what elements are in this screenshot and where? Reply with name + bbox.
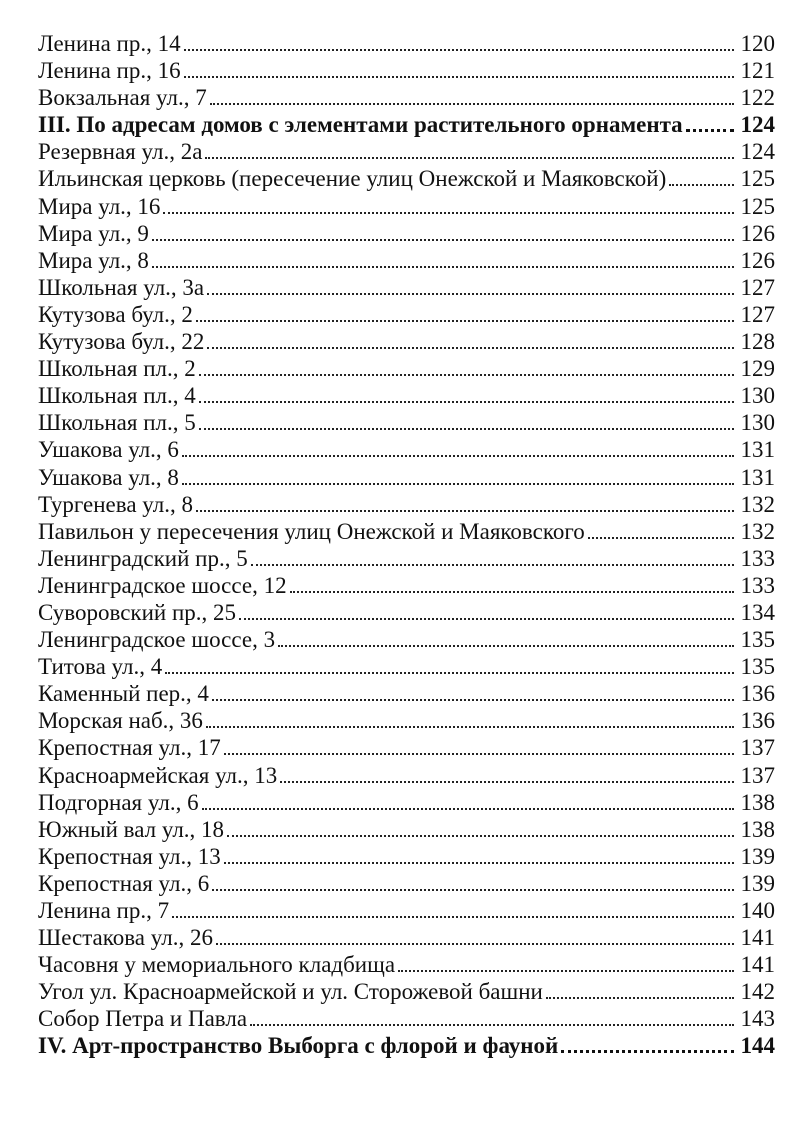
toc-entry-title: Ленинградский пр., 5: [38, 545, 248, 571]
toc-entry: [38, 193, 775, 220]
toc-entry-page-number: 138: [740, 816, 775, 842]
toc-entry: [38, 978, 775, 1005]
toc-entry-page-number: 134: [740, 599, 775, 625]
dot-leader: [686, 129, 734, 132]
toc-entry-title: Каменный пер., 4: [38, 681, 209, 707]
dot-leader: [212, 889, 734, 891]
toc-entry-title: Кутузова бул., 22: [38, 329, 205, 355]
dot-leader: [182, 483, 734, 485]
toc-entry-page-number: 130: [740, 383, 775, 409]
toc-entry-title: Резервная ул., 2а: [38, 139, 203, 165]
toc-entry: [38, 274, 775, 301]
dot-leader: [163, 212, 734, 214]
toc-section-heading: [38, 1032, 775, 1059]
toc-entry-title: Мира ул., 8: [38, 247, 149, 273]
toc-entry-page-number: 129: [740, 356, 775, 382]
toc-entry-page-number: 124: [740, 112, 775, 138]
toc-entry-title: Часовня у мемориального кладбища: [38, 952, 396, 978]
toc-entry-page-number: 131: [740, 464, 775, 490]
toc-entry: [38, 653, 775, 680]
toc-entry: [38, 626, 775, 653]
toc-entry: [38, 599, 775, 626]
toc-entry-title: Ушакова ул., 8: [38, 464, 179, 490]
toc-entry: [38, 816, 775, 843]
toc-entry: [38, 464, 775, 491]
dot-leader: [212, 699, 734, 701]
toc-entry-page-number: 131: [740, 437, 775, 463]
dot-leader: [202, 808, 734, 810]
toc-entry: [38, 436, 775, 463]
dot-leader: [152, 266, 734, 268]
toc-entry-title: Крепостная ул., 13: [38, 843, 221, 869]
toc-entry-title: Ушакова ул., 6: [38, 437, 179, 463]
toc-entry-title: Мира ул., 9: [38, 220, 149, 246]
toc-entry-page-number: 137: [740, 762, 775, 788]
toc-entry: [38, 220, 775, 247]
toc-entry-title: Мира ул., 16: [38, 193, 161, 219]
toc-entry: [38, 1005, 775, 1032]
toc-entry-title: Тургенева ул., 8: [38, 491, 193, 517]
toc-entry-title: Красноармейская ул., 13: [38, 762, 278, 788]
toc-entry-page-number: 139: [740, 870, 775, 896]
dot-leader: [561, 1050, 734, 1053]
toc-entry-title: Ленина пр., 7: [38, 898, 170, 923]
toc-entry-page-number: 120: [740, 31, 775, 56]
toc-entry: [38, 247, 775, 274]
toc-entry: [38, 707, 775, 734]
toc-entry-title: Ленина пр., 16: [38, 58, 181, 84]
toc-entry: [38, 924, 775, 951]
toc-entry-title: Крепостная ул., 6: [38, 870, 210, 896]
dot-leader: [152, 239, 734, 241]
toc-entry-page-number: 130: [740, 410, 775, 436]
toc-entry: [38, 680, 775, 707]
toc-entry-title: Ленинградское шоссе, 12: [38, 572, 287, 598]
toc-entry: [38, 951, 775, 978]
toc-entry-page-number: 128: [740, 329, 775, 355]
toc-entry-page-number: 133: [740, 545, 775, 571]
dot-leader: [199, 428, 734, 430]
toc-entry-page-number: 144: [740, 1033, 775, 1059]
toc-entry-title: Южный вал ул., 18: [38, 816, 225, 842]
dot-leader: [210, 103, 734, 105]
dot-leader: [250, 1024, 734, 1026]
toc-entry-title: Вокзальная ул., 7: [38, 85, 207, 111]
toc-entry-title: Ленинградское шоссе, 3: [38, 627, 276, 653]
toc-entry-title: III. По адресам домов с элементами растительного орнамента: [38, 112, 683, 138]
toc-entry-title: Школьная пл., 5: [38, 410, 196, 436]
toc-entry: [38, 328, 775, 355]
toc-entry-page-number: 132: [740, 491, 775, 517]
toc-entry-title: Крепостная ул., 17: [38, 735, 221, 761]
dot-leader: [224, 862, 734, 864]
toc-entry-title: Собор Петра и Павла: [38, 1006, 248, 1032]
toc-entry: [38, 491, 775, 518]
dot-leader: [546, 997, 734, 999]
toc-entry-page-number: 125: [740, 166, 775, 192]
dot-leader: [224, 753, 734, 755]
dot-leader: [165, 672, 734, 674]
toc-entry-page-number: 143: [740, 1006, 775, 1032]
toc-entry-page-number: 138: [740, 789, 775, 815]
toc-entry-title: Шестакова ул., 26: [38, 925, 213, 951]
dot-leader: [669, 184, 734, 186]
dot-leader: [199, 401, 734, 403]
toc-entry-title: Кутузова бул., 2: [38, 301, 193, 327]
toc-entry-page-number: 124: [740, 139, 775, 165]
toc-entry: [38, 409, 775, 436]
toc-entry-title: Школьная пл., 4: [38, 383, 196, 409]
toc-entry-title: Морская наб., 36: [38, 708, 203, 734]
toc-entry-page-number: 139: [740, 843, 775, 869]
dot-leader: [184, 76, 734, 78]
dot-leader: [278, 645, 734, 647]
toc-entry: [38, 762, 775, 789]
toc-entry: [38, 138, 775, 165]
toc-entry-page-number: 137: [740, 735, 775, 761]
toc-entry-page-number: 141: [740, 952, 775, 978]
toc-entry-page-number: 135: [740, 627, 775, 653]
toc-entry-title: Титова ул., 4: [38, 654, 163, 680]
dot-leader: [207, 347, 734, 349]
toc-entry-page-number: 133: [740, 572, 775, 598]
toc-entry-page-number: 140: [740, 898, 775, 923]
toc-entry-page-number: 135: [740, 654, 775, 680]
toc-section-heading: [38, 111, 775, 138]
dot-leader: [199, 374, 734, 376]
toc-entry-title: Школьная ул., 3а: [38, 274, 205, 300]
dot-leader: [398, 970, 734, 972]
toc-entry: [38, 572, 775, 599]
dot-leader: [251, 564, 734, 566]
dot-leader: [239, 618, 734, 620]
dot-leader: [280, 781, 734, 783]
toc-entry: [38, 57, 775, 84]
dot-leader: [196, 320, 734, 322]
toc-entry: [38, 545, 775, 572]
toc-entry: [38, 734, 775, 761]
toc-entry-page-number: 126: [740, 220, 775, 246]
toc-entry: [38, 165, 775, 192]
toc-entry: [38, 870, 775, 897]
toc-entry-page-number: 142: [740, 979, 775, 1005]
toc-entry-title: IV. Арт-пространство Выборга с флорой и фауной: [38, 1033, 559, 1059]
table-of-contents: [38, 30, 775, 1060]
toc-entry: [38, 789, 775, 816]
toc-entry-title: Ленина пр., 14: [38, 31, 181, 56]
dot-leader: [182, 455, 734, 457]
dot-leader: [207, 293, 734, 295]
toc-entry-page-number: 136: [740, 681, 775, 707]
toc-entry-title: Ильинская церковь (пересечение улиц Онежской и Маяковской): [38, 166, 667, 192]
toc-entry: [38, 843, 775, 870]
dot-leader: [196, 510, 734, 512]
toc-entry: [38, 301, 775, 328]
toc-entry-page-number: 125: [740, 193, 775, 219]
toc-entry-title: Суворовский пр., 25: [38, 599, 237, 625]
dot-leader: [184, 49, 734, 51]
dot-leader: [172, 916, 734, 918]
toc-entry: [38, 518, 775, 545]
toc-entry-title: Школьная пл., 2: [38, 356, 196, 382]
toc-entry: [38, 355, 775, 382]
toc-entry-title: Угол ул. Красноармейской и ул. Сторожевой башни: [38, 979, 543, 1005]
toc-entry: [38, 897, 775, 924]
toc-entry-page-number: 127: [740, 301, 775, 327]
toc-entry-title: Подгорная ул., 6: [38, 789, 199, 815]
toc-entry-page-number: 132: [740, 518, 775, 544]
dot-leader: [216, 943, 734, 945]
toc-entry-page-number: 126: [740, 247, 775, 273]
dot-leader: [205, 157, 734, 159]
toc-entry-page-number: 141: [740, 925, 775, 951]
dot-leader: [227, 835, 734, 837]
toc-entry-page-number: 127: [740, 274, 775, 300]
toc-entry-page-number: 121: [740, 58, 775, 84]
toc-entry-page-number: 122: [740, 85, 775, 111]
dot-leader: [290, 591, 734, 593]
toc-entry-title: Павильон у пересечения улиц Онежской и Маяковского: [38, 518, 585, 544]
toc-entry: [38, 382, 775, 409]
dot-leader: [588, 537, 734, 539]
dot-leader: [206, 726, 734, 728]
toc-entry: [38, 84, 775, 111]
toc-entry: [38, 30, 775, 57]
toc-entry-page-number: 136: [740, 708, 775, 734]
